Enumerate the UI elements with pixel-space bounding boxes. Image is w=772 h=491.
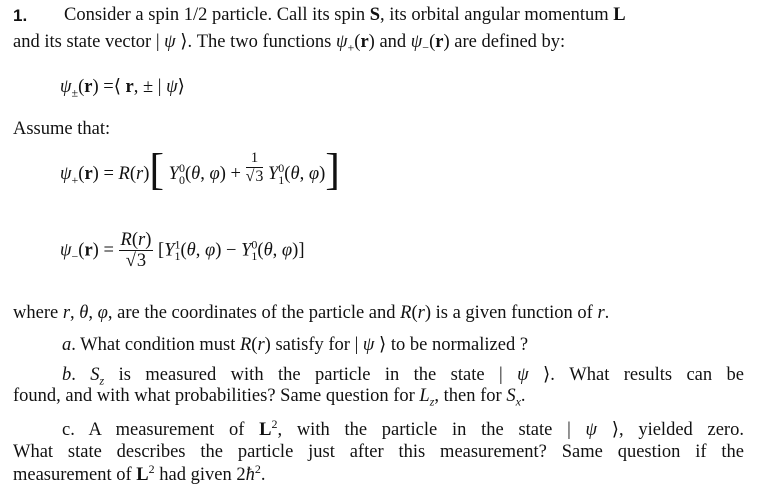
equation-psi-minus: $\psi_-(r)$ = $\frac{R(r)}{√3}$ [$Y^1_1(\theta$, $\varphi) - Y^0_1(\theta$, φ)] [60, 230, 305, 272]
where-sentence: where r, θ, φ, are the coordinates of the particle and R(r) is a given function of r. [13, 303, 610, 323]
intro-line-2: and its state vector | ψ ⟩. The two functions $\psi_+(r)$ and $\psi_-(r)$ are defined by: [13, 32, 566, 55]
part-c-line-3: measurement of $L^2$ had given $2ħ^2$. [13, 461, 266, 485]
equation-psi-plus: $\psi_+(r) = R(r)$[ $Y^0_0(\theta$, φ) + $\frac{1}{√3}$ $Y^0_1(\theta$, φ)] [60, 145, 340, 195]
part-c-line-2: What state describes the particle just after this measurement? Same question if the [13, 442, 744, 462]
part-b-line-2: found, and with what probabilities? Same question for $L_z$, then for $S_x$. [13, 386, 526, 409]
problem-header [13, 6, 27, 27]
part-b-line-1: b. $S_z$ is measured with the particle in the state | ψ ⟩. What results can be [62, 365, 745, 388]
definition-equation: $\psi_\pm(r)$ =⟨ r, ± | ψ⟩ [60, 77, 185, 100]
assume-label: Assume that: [13, 119, 111, 139]
part-a: a. What condition must R(r) satisfy for | ψ ⟩ to be normalized ? [62, 335, 529, 355]
part-c-line-1: c. A measurement of $L^2$, with the particle in the state | ψ ⟩, yielded zero. [62, 416, 744, 440]
intro-line-1: Consider a spin 1/2 particle. Call its spin S, its orbital angular momentum L [64, 5, 626, 25]
problem-number: 1. [13, 6, 28, 25]
